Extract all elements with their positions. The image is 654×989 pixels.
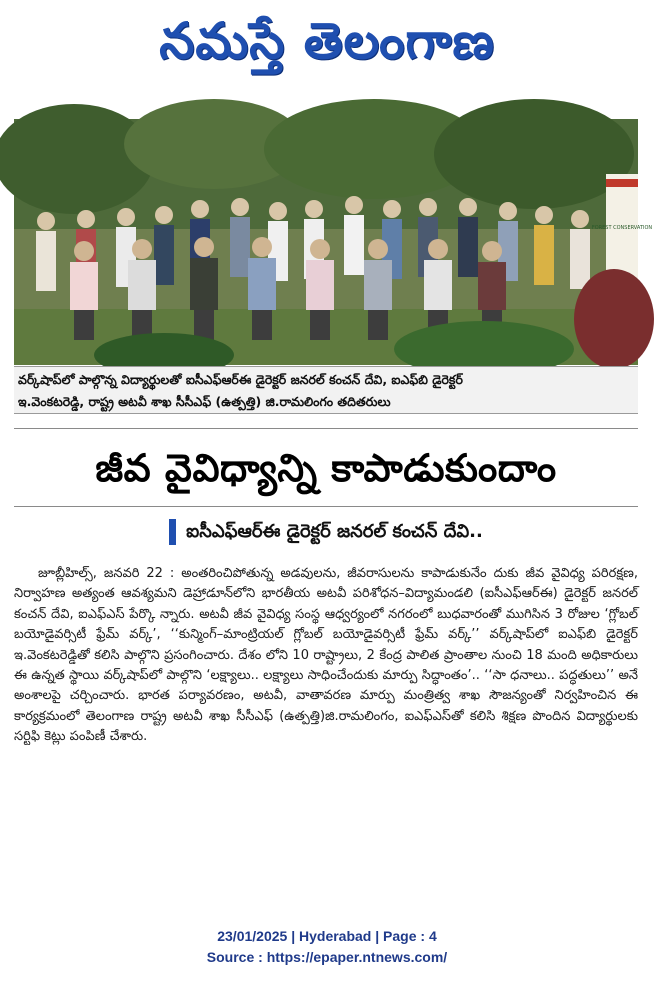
newspaper-masthead: నమస్తే తెలంగాణ	[159, 11, 495, 70]
group-photo	[14, 119, 653, 365]
divider	[14, 428, 638, 429]
footer-source-link[interactable]: Source : https://epaper.ntnews.com/	[206, 949, 448, 965]
footer-date-edition: 23/01/2025 | Hyderabad | Page : 4	[217, 928, 437, 944]
group-photo-image	[14, 119, 653, 365]
divider	[14, 506, 638, 507]
article-subheading	[14, 512, 638, 552]
caption-line-1: వర్క్‌షాప్‌లో పాల్గొన్న విద్యార్థులతో ఐసీఎఫ్‌ఆర్‌ఈ డైరెక్టర్ జనరల్ కంచన్ దేవి, ఐఎఫ్‌బి డైరెక్టర్	[18, 372, 463, 387]
subheading-text: ఐసీఎఫ్‌ఆర్‌ఈ డైరెక్టర్ జనరల్ కంచన్ దేవి..	[186, 521, 483, 542]
caption-line-2: ఇ.వెంకటరెడ్డి, రాష్ట్ర అటవీ శాఖ సీసీఎఫ్ (ఉత్పత్తి) జి.రామలింగం తదితరులు	[18, 394, 391, 409]
banner-text: FOREST CONSERVATION	[591, 225, 653, 231]
photo-caption	[14, 366, 638, 414]
page-footer	[0, 926, 654, 968]
article-headline: జీవ వైవిధ్యాన్ని కాపాడుకుందాం	[95, 446, 557, 490]
subheading-accent-bar	[169, 519, 176, 545]
article-body: జూబ్లీహిల్స్, జనవరి 22 : అంతరించిపోతున్న అడవులను, జీవరాసులను కాపాడుకునేం దుకు జీవ వైవిధ్య పరిరక్షణ, నిర్వాహణ అత్యంత ఆవశ్యమని డెహ్రాడూన్‌లోని భారతీయ అటవీ పరిశోధన–విద్యామండలి (ఐసీఎఫ్‌ఆర్‌ఈ) డైరెక్టర్ జనరల్ కంచన్ దేవి, ఐఎఫ్‌ఎస్ పేర్కొ న్నారు. అటవీ జీవ వైవిధ్య సంస్థ ఆధ్వర్యంలో నగరంలో బుధవారంతో ముగిసిన 3 రోజుల ‘గ్లోబల్ బయోడైవర్సిటీ ఫ్రేమ్ వర్క్’, ‘‘కున్మింగ్–మాంట్రియల్ గ్లోబల్ బయోడైవర్సిటీ ఫ్రేమ్ వర్క్’’ వర్క్‌షాప్‌లో ఐఎఫ్‌బి డైరెక్టర్ ఇ.వెంకటరెడ్డితో కలిసి పాల్గొని ప్రసంగించారు. దేశం లోని 10 రాష్ట్రాలు, 2 కేంద్ర పాలిత ప్రాంతాల నుంచి 18 మంది అధికారులు ఈ ఉన్నత స్థాయి వర్క్‌షాప్‌లో పాల్గొని ‘లక్ష్యాలు.. లక్ష్యాలు సాధించేందుకు మార్పు సిద్ధాంతం’.. ‘‘సా ధనాలు.. పద్ధతులు’’ అనే అంశాలపై చర్చించారు. భారత పర్యావరణం, అటవీ, వాతావరణ మార్పు మంత్రిత్వ శాఖ సౌజన్యంతో నిర్వహించిన ఈ కార్యక్రమంలో తెలంగాణ రాష్ట్ర అటవీ శాఖ సీసీఎఫ్ (ఉత్పత్తి)జి.రామలింగం, ఐఎఫ్‌ఎస్‌తో కలిసి శిక్షణ పొందిన విద్యార్థులకు సర్టిఫి కెట్లు పంపిణీ చేశారు.	[14, 566, 638, 745]
